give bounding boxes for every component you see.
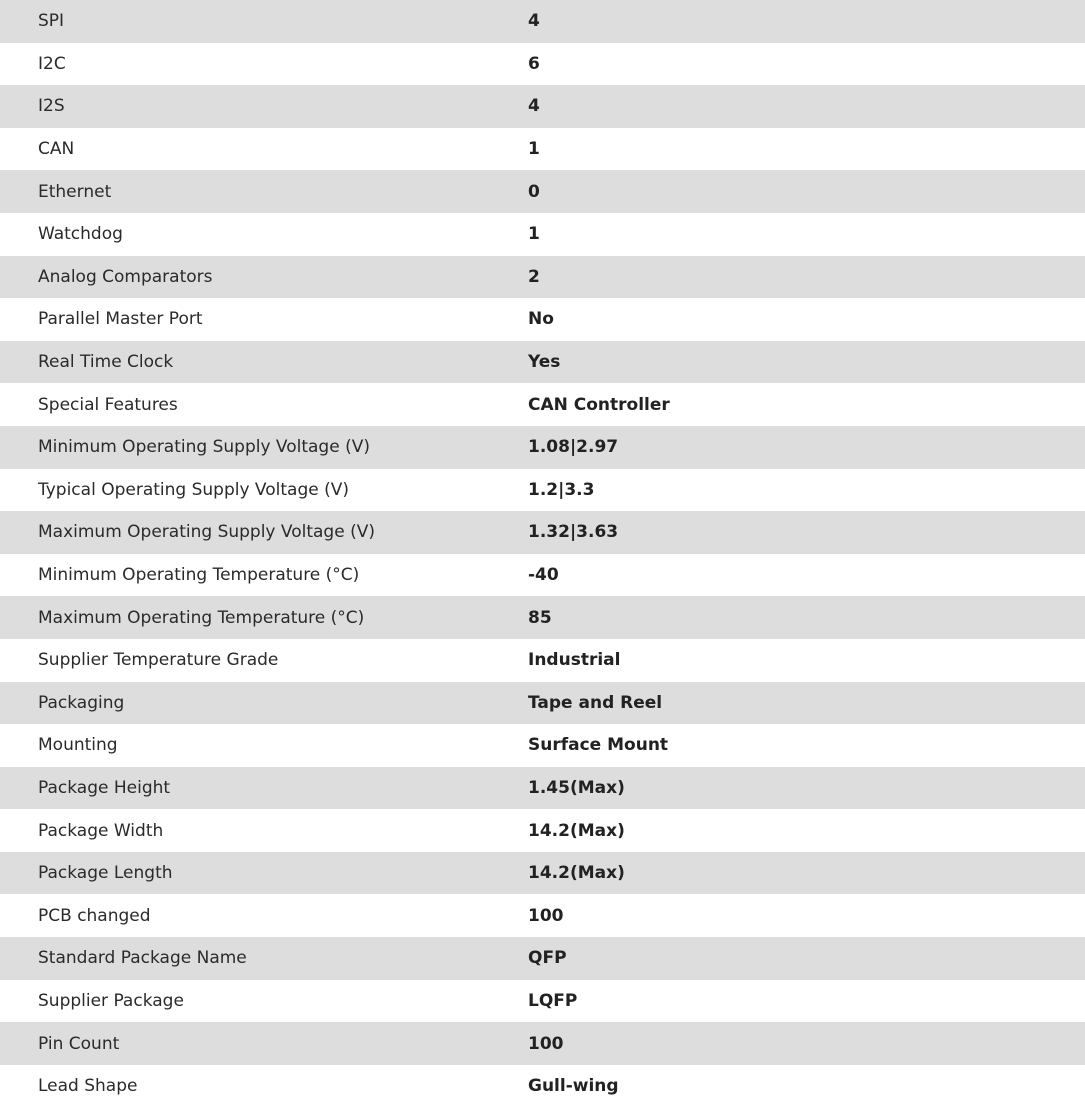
- spec-row: [0, 170, 1085, 213]
- spec-label: Package Height: [38, 777, 171, 798]
- spec-row: [0, 809, 1085, 852]
- spec-value: 0: [528, 181, 540, 202]
- spec-row: [0, 341, 1085, 384]
- spec-label: Minimum Operating Temperature (°C): [38, 565, 360, 586]
- spec-label: Mounting: [38, 735, 118, 756]
- spec-label: Watchdog: [38, 224, 123, 245]
- spec-label: Package Length: [38, 863, 173, 884]
- spec-row: [0, 469, 1085, 512]
- spec-row: [0, 554, 1085, 597]
- spec-row: [0, 213, 1085, 256]
- spec-value: -40: [528, 565, 559, 586]
- spec-row: [0, 980, 1085, 1023]
- spec-value: Surface Mount: [528, 735, 669, 756]
- spec-label: Analog Comparators: [38, 266, 213, 287]
- spec-value: 1.45(Max): [528, 777, 625, 798]
- spec-label: CAN: [38, 139, 75, 160]
- spec-value: 6: [528, 53, 540, 74]
- spec-label: Standard Package Name: [38, 948, 247, 969]
- spec-value: 1: [528, 139, 540, 160]
- spec-label: Package Width: [38, 820, 164, 841]
- spec-value: QFP: [528, 948, 567, 969]
- spec-label: Packaging: [38, 692, 125, 713]
- spec-label: I2S: [38, 96, 65, 117]
- spec-label: Parallel Master Port: [38, 309, 203, 330]
- spec-row: [0, 383, 1085, 426]
- spec-value: 1.2|3.3: [528, 479, 595, 500]
- spec-row: [0, 85, 1085, 128]
- spec-value: 100: [528, 905, 564, 926]
- spec-row: [0, 298, 1085, 341]
- spec-row: [0, 1065, 1085, 1107]
- spec-row: [0, 894, 1085, 937]
- spec-row: [0, 511, 1085, 554]
- spec-value: 14.2(Max): [528, 863, 625, 884]
- spec-value: No: [528, 309, 554, 330]
- spec-row: [0, 937, 1085, 980]
- spec-value: 1.08|2.97: [528, 437, 619, 458]
- spec-label: Pin Count: [38, 1033, 120, 1054]
- spec-row: [0, 0, 1085, 43]
- spec-value: CAN Controller: [528, 394, 670, 415]
- spec-value: Tape and Reel: [528, 692, 663, 713]
- spec-row: [0, 724, 1085, 767]
- spec-value: 4: [528, 11, 540, 32]
- spec-row: [0, 596, 1085, 639]
- spec-label: Ethernet: [38, 181, 112, 202]
- spec-label: Minimum Operating Supply Voltage (V): [38, 437, 370, 458]
- spec-value: LQFP: [528, 990, 578, 1011]
- spec-row: [0, 426, 1085, 469]
- spec-value: 85: [528, 607, 552, 628]
- spec-label: Maximum Operating Supply Voltage (V): [38, 522, 375, 543]
- spec-value: Industrial: [528, 650, 621, 671]
- spec-row: [0, 639, 1085, 682]
- spec-label: I2C: [38, 53, 66, 74]
- spec-value: 14.2(Max): [528, 820, 625, 841]
- spec-value: 100: [528, 1033, 564, 1054]
- spec-label: Typical Operating Supply Voltage (V): [38, 479, 349, 500]
- spec-label: Maximum Operating Temperature (°C): [38, 607, 365, 628]
- spec-row: [0, 43, 1085, 86]
- spec-value: 1: [528, 224, 540, 245]
- spec-label: Special Features: [38, 394, 178, 415]
- spec-row: [0, 128, 1085, 171]
- spec-row: [0, 1022, 1085, 1065]
- spec-row: [0, 767, 1085, 810]
- spec-value: 4: [528, 96, 540, 117]
- spec-label: PCB changed: [38, 905, 151, 926]
- spec-label: Real Time Clock: [38, 352, 174, 373]
- spec-row: [0, 682, 1085, 725]
- spec-row: [0, 852, 1085, 895]
- spec-label: Supplier Temperature Grade: [38, 650, 279, 671]
- spec-value: 2: [528, 266, 540, 287]
- spec-value: 1.32|3.63: [528, 522, 619, 543]
- spec-row: [0, 256, 1085, 299]
- spec-label: SPI: [38, 11, 65, 32]
- spec-value: Gull-wing: [528, 1076, 619, 1097]
- spec-label: Supplier Package: [38, 990, 184, 1011]
- spec-label: Lead Shape: [38, 1076, 138, 1097]
- spec-value: Yes: [528, 352, 561, 373]
